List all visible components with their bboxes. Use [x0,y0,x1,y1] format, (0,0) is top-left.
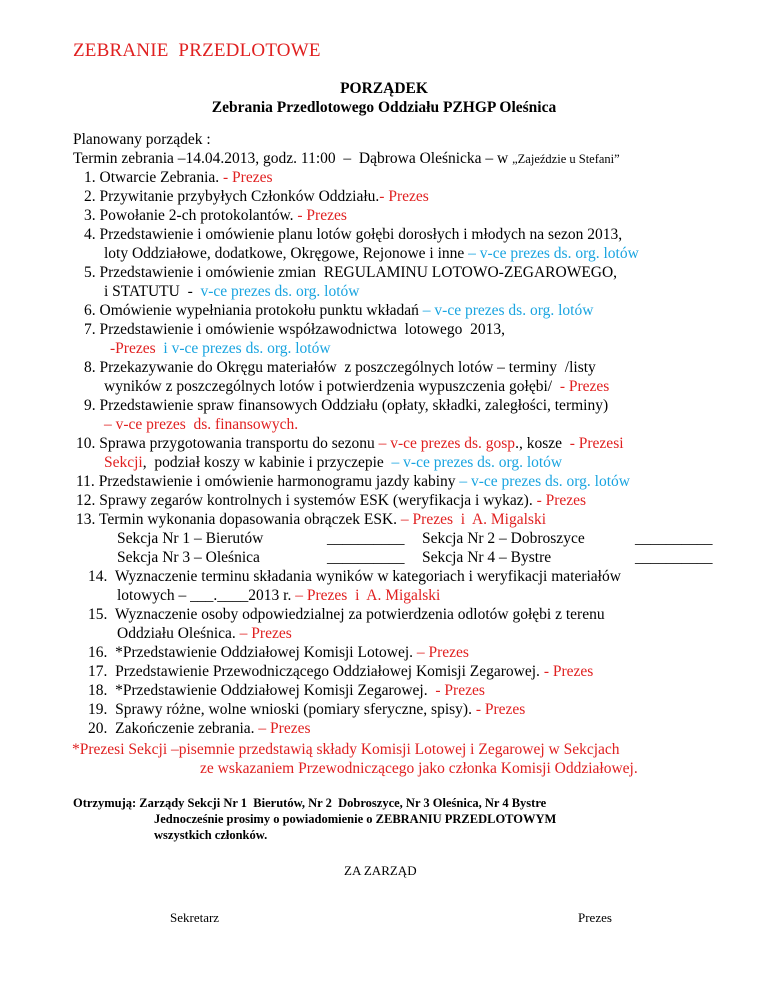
agenda-item-continuation [104,283,359,301]
item-responsible: – v-ce prezes ds. gosp [378,435,516,452]
item-responsible: - Prezes [223,169,273,186]
agenda-item-continuation [117,625,292,643]
item-text: Sprawy zegarów kontrolnych i systemów ESK (weryfikacja i wykaz). [99,492,537,509]
meeting-term [73,150,620,168]
agenda-item [84,359,596,377]
agenda-item-continuation [104,416,298,434]
item-number: 9. [84,397,96,414]
agenda-item [88,701,525,719]
item-responsible: Sekcji [104,454,143,471]
agenda-item-continuation [110,340,331,358]
item-text: Oddziału Oleśnica. [117,625,240,642]
meeting-title: ZEBRANIE PRZEDLOTOWE [73,40,321,61]
section-1-label: Sekcja Nr 1 – Bierutów [117,530,264,547]
item-text: , podział koszy w kabinie i przyczepie [142,454,392,471]
item-responsible: - Prezes [536,492,587,509]
item-number: 6. [84,302,96,319]
secretary-signature-label: Sekretarz [170,910,220,925]
agenda-item [84,397,608,415]
item-responsible: – v-ce prezes ds. org. lotów [459,473,630,490]
agenda-item [84,302,593,320]
item-number: 2. [84,188,96,205]
item-text: Otwarcie Zebrania. [99,169,224,186]
item-number: 7. [84,321,96,338]
agenda-item [88,663,593,681]
agenda-item-continuation [104,378,609,396]
item-text: Termin wykonania dopasowania obrączek ESK. [98,511,401,528]
item-responsible: – v-ce prezes ds. finansowych. [104,416,299,433]
section-4-blank: __________ [635,549,713,566]
agenda-item [76,492,586,510]
section-2-label: Sekcja Nr 2 – Dobroszyce [422,530,585,547]
item-number: 1. [84,169,96,186]
item-conjunction: i [159,340,172,357]
agenda-item [88,606,605,624]
item-responsible: - Prezes [475,701,526,718]
item-responsible: – v-ce prezes ds. org. lotów [391,454,563,471]
item-text: ., kosze [515,435,570,452]
agenda-item [84,188,429,206]
agenda-item [88,720,311,738]
item-number: 19. [88,701,108,718]
agenda-subheading: Zebrania Przedlotowego Oddziału PZHGP Oleśnica [211,99,557,116]
item-number: 15. [88,606,108,623]
agenda-item [84,226,622,244]
item-text: Omówienie wypełniania protokołu punktu wkładań [99,302,423,319]
meeting-term-main: Termin zebrania –14.04.2013, godz. 11:00 – Dąbrowa Oleśnicka – w [73,150,513,167]
item-number: 14. [88,568,108,585]
notification-request-continuation: wszystkich członków. [154,828,268,842]
item-number: 4. [84,226,96,243]
agenda-item [88,644,469,662]
item-number: 3. [84,207,96,224]
item-number: 20. [88,720,108,737]
item-responsible: - Prezes [543,663,594,680]
section-2-blank: __________ [635,530,713,547]
agenda-item [84,169,273,187]
item-responsible: v-ce prezes ds. org. lotów [200,283,360,300]
board-signature-label: ZA ZARZĄD [344,863,417,878]
item-responsible: – v-ce prezes ds. org. lotów [468,245,639,262]
meeting-venue: „Zajeździe u Stefani” [512,152,620,166]
sections-note-continuation: ze wskazaniem Przewodniczącego jako członka Komisji Oddziałowej. [200,760,638,777]
agenda-item [88,568,621,586]
item-number: 17. [88,663,108,680]
item-number: 11. [76,473,95,490]
item-responsible: - Prezesi [569,435,624,452]
item-text: Przedstawienie i omówienie współzawodnictwa lotowego 2013, [99,321,505,338]
item-number: 16. [88,644,108,661]
item-responsible: - Prezes [435,682,485,699]
item-text: Przedstawienie i omówienie zmian REGULAMINU LOTOWO-ZEGAROWEGO, [99,264,618,281]
agenda-item [84,321,505,339]
item-responsible: – Prezes i A. Migalski [295,587,441,604]
item-responsible: – Prezes i A. Migalski [400,511,547,528]
item-text: Przedstawienie i omówienie harmonogramu jazdy kabiny [98,473,460,490]
sections-note: *Prezesi Sekcji –pisemnie przedstawią składy Komisji Lotowej i Zegarowej w Sekcjach [72,741,620,758]
item-number: 12. [76,492,96,509]
item-text: Przedstawienie spraw finansowych Oddziału (opłaty, składki, zaległości, terminy) [99,397,609,414]
item-text: i STATUTU - [104,283,201,300]
section-1-blank: __________ [327,530,405,547]
item-responsible: - Prezes [559,378,610,395]
president-signature-label: Prezes [578,910,612,925]
notification-request: Jednocześnie prosimy o powiadomienie o ZEBRANIU PRZEDLOTOWYM [154,812,557,826]
item-text: Przekazywanie do Okręgu materiałów z poszczególnych lotów – terminy /listy [99,359,596,376]
agenda-item [76,435,624,453]
agenda-heading: PORZĄDEK [340,80,428,97]
section-3-blank: __________ [327,549,405,566]
recipients-line: Otrzymują: Zarządy Sekcji Nr 1 Bierutów, Nr 2 Dobroszyce, Nr 3 Oleśnica, Nr 4 Bystre [73,796,547,810]
item-responsible: – Prezes [239,625,292,642]
item-text: *Przedstawienie Oddziałowej Komisji Lotowej. [115,644,417,661]
item-responsible: -Prezes [110,340,160,357]
item-text: Przywitanie przybyłych Członków Oddziału. [99,188,380,205]
item-number: 18. [88,682,108,699]
item-text: Powołanie 2-ch protokolantów. [99,207,298,224]
agenda-item-continuation [117,587,440,605]
item-text: lotowych – ___.____2013 r. [117,587,296,604]
item-text: Sprawa przygotowania transportu do sezonu [99,435,379,452]
item-number: 10. [76,435,96,452]
item-number: 13. [76,511,96,528]
item-responsible: – Prezes [258,720,311,737]
agenda-item [84,207,347,225]
section-3-label: Sekcja Nr 3 – Oleśnica [117,549,260,566]
item-text: loty Oddziałowe, dodatkowe, Okręgowe, Rejonowe i inne [104,245,469,262]
item-responsible: - Prezes [379,188,429,205]
agenda-item [76,511,546,529]
item-responsible: – v-ce prezes ds. org. lotów [422,302,594,319]
section-4-label: Sekcja Nr 4 – Bystre [422,549,552,566]
item-text: Wyznaczenie terminu składania wyników w kategoriach i weryfikacji materiałów [114,568,621,585]
item-responsible: v-ce prezes ds. org. lotów [171,340,331,357]
agenda-item [76,473,630,491]
item-responsible: – Prezes [416,644,469,661]
item-number: 8. [84,359,96,376]
item-text: *Przedstawienie Oddziałowej Komisji Zegarowej. [115,682,436,699]
agenda-item [84,264,617,282]
planned-agenda-label: Planowany porządek : [73,131,211,148]
item-text: Sprawy różne, wolne wnioski (pomiary sferyczne, spisy). [115,701,476,718]
item-text: Zakończenie zebrania. [115,720,259,737]
item-text: Przedstawienie i omówienie planu lotów gołębi dorosłych i młodych na sezon 2013, [99,226,623,243]
item-responsible: - Prezes [297,207,347,224]
agenda-item-continuation [104,454,562,472]
item-text: wyników z poszczególnych lotów i potwierdzenia wypuszczenia gołębi/ [104,378,560,395]
agenda-item [88,682,485,700]
agenda-item-continuation [104,245,639,263]
item-number: 5. [84,264,96,281]
item-text: Przedstawienie Przewodniczącego Oddziałowej Komisji Zegarowej. [115,663,544,680]
item-text: Wyznaczenie osoby odpowiedzialnej za potwierdzenia odlotów gołębi z terenu [114,606,605,623]
